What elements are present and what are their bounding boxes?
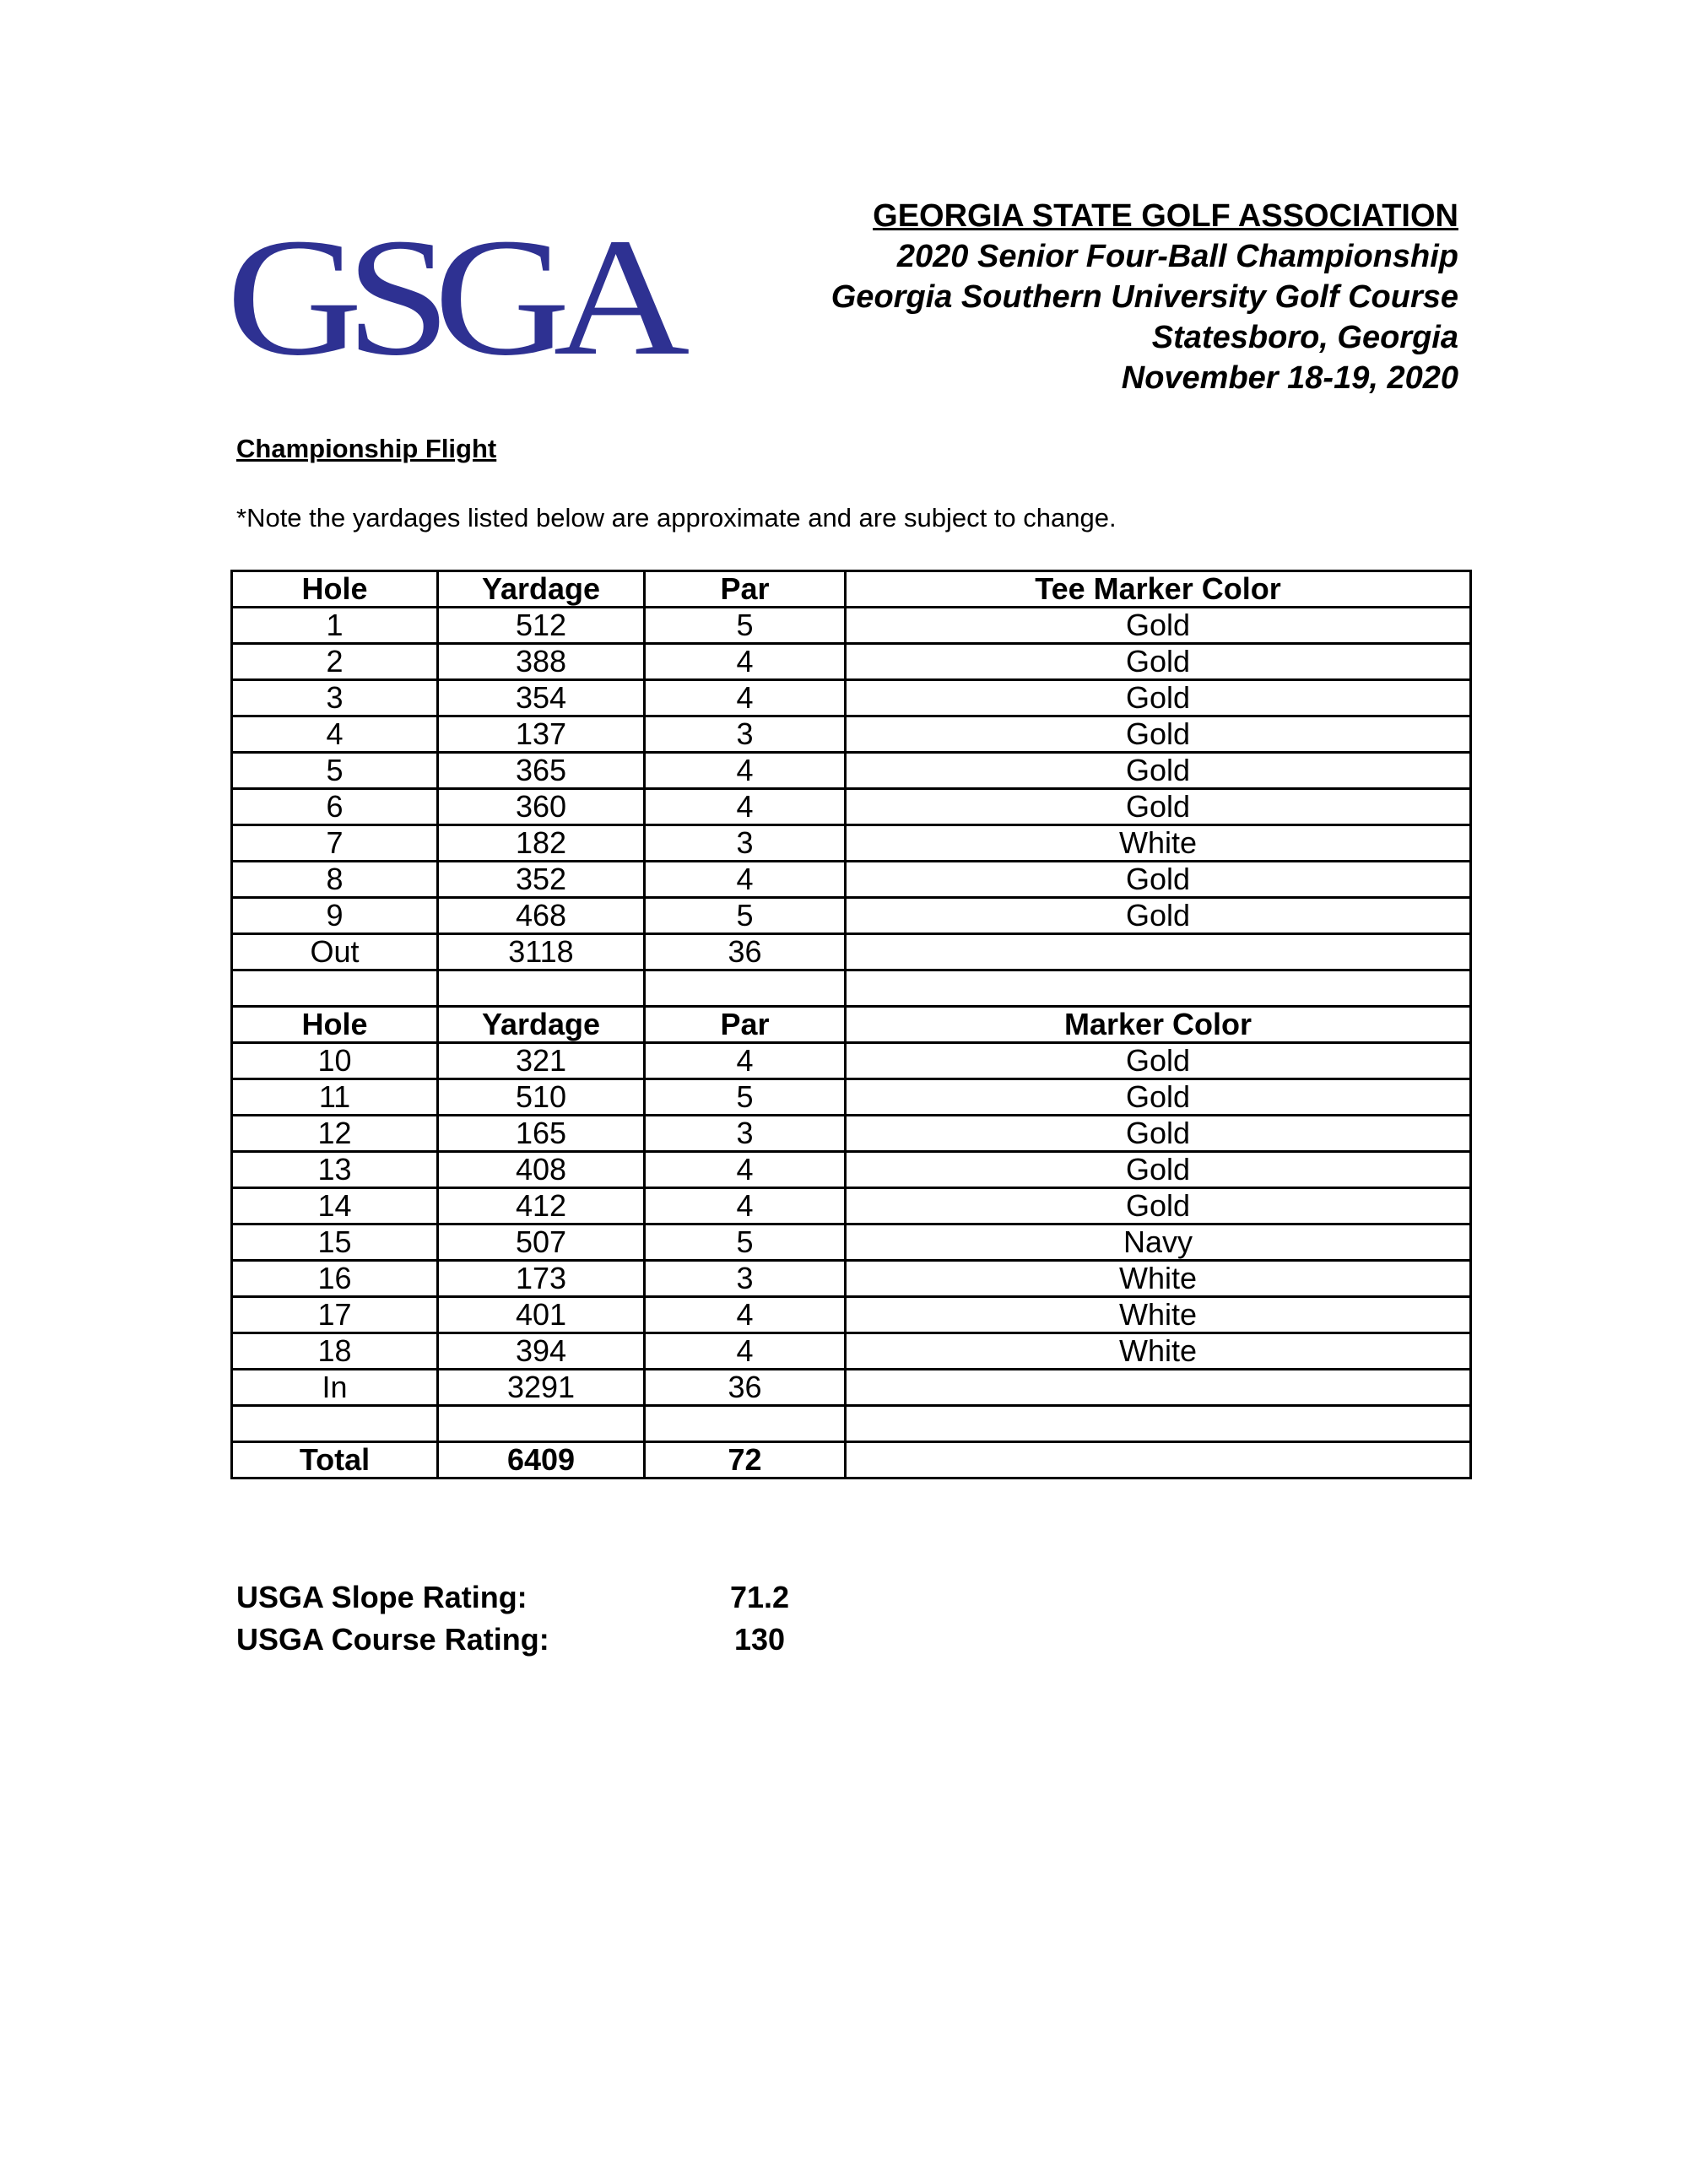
event-dates: November 18-19, 2020 bbox=[1121, 360, 1458, 396]
marker-color-cell: White bbox=[846, 1333, 1471, 1370]
marker-color-cell bbox=[846, 1370, 1471, 1406]
yardage-note: *Note the yardages listed below are approximate and are subject to change. bbox=[236, 503, 1117, 532]
hole-cell: 13 bbox=[232, 1152, 438, 1188]
table-row bbox=[232, 1297, 1471, 1333]
table-row bbox=[232, 644, 1471, 680]
hole-cell: 4 bbox=[232, 716, 438, 753]
marker-color-cell: White bbox=[846, 825, 1471, 862]
in-subtotal-row bbox=[232, 1370, 1471, 1406]
flight-heading: Championship Flight bbox=[236, 434, 497, 463]
slope-rating-label: USGA Slope Rating: bbox=[236, 1580, 528, 1614]
marker-color-cell: Tee Marker Color bbox=[846, 571, 1471, 608]
yardage-cell: 388 bbox=[438, 644, 645, 680]
yardage-cell: 165 bbox=[438, 1116, 645, 1152]
yardage-cell: 468 bbox=[438, 898, 645, 934]
marker-color-cell: Gold bbox=[846, 753, 1471, 789]
slope-rating-value: 71.2 bbox=[729, 1580, 790, 1614]
hole-cell: 9 bbox=[232, 898, 438, 934]
hole-cell: Out bbox=[232, 934, 438, 970]
marker-color-cell: Gold bbox=[846, 1043, 1471, 1079]
yardage-cell: 173 bbox=[438, 1261, 645, 1297]
out-subtotal-row bbox=[232, 934, 1471, 970]
hole-cell: 2 bbox=[232, 644, 438, 680]
marker-color-cell bbox=[846, 1442, 1471, 1479]
table-row bbox=[232, 680, 1471, 716]
par-cell: 4 bbox=[645, 1043, 846, 1079]
par-cell: 36 bbox=[645, 1370, 846, 1406]
par-cell: 4 bbox=[645, 1333, 846, 1370]
total-row bbox=[232, 1442, 1471, 1479]
document-header bbox=[831, 196, 1458, 398]
hole-cell: 14 bbox=[232, 1188, 438, 1224]
yardage-cell: 507 bbox=[438, 1224, 645, 1261]
gsga-logo: GSGA bbox=[226, 204, 674, 391]
hole-cell: Hole bbox=[232, 571, 438, 608]
spacer-row bbox=[232, 970, 1471, 1007]
table-row bbox=[232, 608, 1471, 644]
marker-color-cell bbox=[846, 970, 1471, 1007]
marker-color-cell: Marker Color bbox=[846, 1007, 1471, 1043]
par-cell: Par bbox=[645, 1007, 846, 1043]
table-row bbox=[232, 862, 1471, 898]
yardage-cell: 394 bbox=[438, 1333, 645, 1370]
front-nine-header-row bbox=[232, 571, 1471, 608]
par-cell: 3 bbox=[645, 1116, 846, 1152]
yardage-cell: 3291 bbox=[438, 1370, 645, 1406]
yardage-cell: 408 bbox=[438, 1152, 645, 1188]
par-cell: Par bbox=[645, 571, 846, 608]
table-row bbox=[232, 1261, 1471, 1297]
marker-color-cell: Navy bbox=[846, 1224, 1471, 1261]
hole-cell: 17 bbox=[232, 1297, 438, 1333]
hole-cell: 12 bbox=[232, 1116, 438, 1152]
yardage-cell: Yardage bbox=[438, 571, 645, 608]
hole-cell: 11 bbox=[232, 1079, 438, 1116]
yardage-cell: 412 bbox=[438, 1188, 645, 1224]
par-cell bbox=[645, 970, 846, 1007]
par-cell: 72 bbox=[645, 1442, 846, 1479]
hole-cell: Total bbox=[232, 1442, 438, 1479]
marker-color-cell bbox=[846, 1406, 1471, 1442]
yardage-cell: 352 bbox=[438, 862, 645, 898]
par-cell: 4 bbox=[645, 789, 846, 825]
par-cell: 3 bbox=[645, 825, 846, 862]
yardage-cell bbox=[438, 1406, 645, 1442]
event-location: Statesboro, Georgia bbox=[1151, 320, 1458, 355]
scorecard-table bbox=[230, 570, 1472, 1479]
par-cell: 4 bbox=[645, 1188, 846, 1224]
marker-color-cell: Gold bbox=[846, 1188, 1471, 1224]
marker-color-cell: Gold bbox=[846, 716, 1471, 753]
par-cell: 3 bbox=[645, 1261, 846, 1297]
organization-title: GEORGIA STATE GOLF ASSOCIATION bbox=[873, 198, 1458, 234]
hole-cell: 6 bbox=[232, 789, 438, 825]
par-cell: 4 bbox=[645, 1297, 846, 1333]
par-cell: 4 bbox=[645, 862, 846, 898]
par-cell: 4 bbox=[645, 1152, 846, 1188]
hole-cell bbox=[232, 970, 438, 1007]
hole-cell: 5 bbox=[232, 753, 438, 789]
yardage-cell: 137 bbox=[438, 716, 645, 753]
yardage-cell: 321 bbox=[438, 1043, 645, 1079]
par-cell bbox=[645, 1406, 846, 1442]
hole-cell: 18 bbox=[232, 1333, 438, 1370]
table-row bbox=[232, 1333, 1471, 1370]
marker-color-cell: White bbox=[846, 1261, 1471, 1297]
yardage-cell: 182 bbox=[438, 825, 645, 862]
back-nine-header-row bbox=[232, 1007, 1471, 1043]
hole-cell: 8 bbox=[232, 862, 438, 898]
yardage-cell: Yardage bbox=[438, 1007, 645, 1043]
course-rating-value: 130 bbox=[733, 1622, 786, 1657]
par-cell: 4 bbox=[645, 644, 846, 680]
marker-color-cell: Gold bbox=[846, 680, 1471, 716]
table-row bbox=[232, 1188, 1471, 1224]
par-cell: 3 bbox=[645, 716, 846, 753]
par-cell: 36 bbox=[645, 934, 846, 970]
marker-color-cell: Gold bbox=[846, 1079, 1471, 1116]
marker-color-cell: Gold bbox=[846, 608, 1471, 644]
table-row bbox=[232, 1152, 1471, 1188]
table-row bbox=[232, 1116, 1471, 1152]
par-cell: 4 bbox=[645, 680, 846, 716]
marker-color-cell: Gold bbox=[846, 1152, 1471, 1188]
marker-color-cell bbox=[846, 934, 1471, 970]
table-row bbox=[232, 825, 1471, 862]
marker-color-cell: Gold bbox=[846, 898, 1471, 934]
hole-cell: 16 bbox=[232, 1261, 438, 1297]
table-row bbox=[232, 1224, 1471, 1261]
yardage-cell: 360 bbox=[438, 789, 645, 825]
course-ratings bbox=[236, 1576, 810, 1661]
par-cell: 5 bbox=[645, 608, 846, 644]
marker-color-cell: Gold bbox=[846, 644, 1471, 680]
table-row bbox=[232, 753, 1471, 789]
marker-color-cell: White bbox=[846, 1297, 1471, 1333]
table-row bbox=[232, 789, 1471, 825]
hole-cell: Hole bbox=[232, 1007, 438, 1043]
spacer-row bbox=[232, 1406, 1471, 1442]
yardage-cell: 510 bbox=[438, 1079, 645, 1116]
par-cell: 4 bbox=[645, 753, 846, 789]
yardage-cell: 401 bbox=[438, 1297, 645, 1333]
course-rating-label: USGA Course Rating: bbox=[236, 1622, 549, 1657]
table-row bbox=[232, 1079, 1471, 1116]
hole-cell: 15 bbox=[232, 1224, 438, 1261]
hole-cell: 1 bbox=[232, 608, 438, 644]
marker-color-cell: Gold bbox=[846, 862, 1471, 898]
par-cell: 5 bbox=[645, 898, 846, 934]
yardage-cell: 6409 bbox=[438, 1442, 645, 1479]
hole-cell: 10 bbox=[232, 1043, 438, 1079]
hole-cell bbox=[232, 1406, 438, 1442]
table-row bbox=[232, 716, 1471, 753]
course-name: Georgia Southern University Golf Course bbox=[830, 279, 1458, 315]
marker-color-cell: Gold bbox=[846, 789, 1471, 825]
slope-rating-row bbox=[236, 1576, 810, 1619]
course-rating-row bbox=[236, 1619, 810, 1661]
hole-cell: 3 bbox=[232, 680, 438, 716]
table-row bbox=[232, 898, 1471, 934]
par-cell: 5 bbox=[645, 1224, 846, 1261]
hole-cell: 7 bbox=[232, 825, 438, 862]
table-row bbox=[232, 1043, 1471, 1079]
par-cell: 5 bbox=[645, 1079, 846, 1116]
yardage-cell bbox=[438, 970, 645, 1007]
yardage-cell: 512 bbox=[438, 608, 645, 644]
hole-cell: In bbox=[232, 1370, 438, 1406]
marker-color-cell: Gold bbox=[846, 1116, 1471, 1152]
yardage-cell: 354 bbox=[438, 680, 645, 716]
yardage-cell: 365 bbox=[438, 753, 645, 789]
event-title: 2020 Senior Four-Ball Championship bbox=[896, 239, 1458, 274]
yardage-cell: 3118 bbox=[438, 934, 645, 970]
